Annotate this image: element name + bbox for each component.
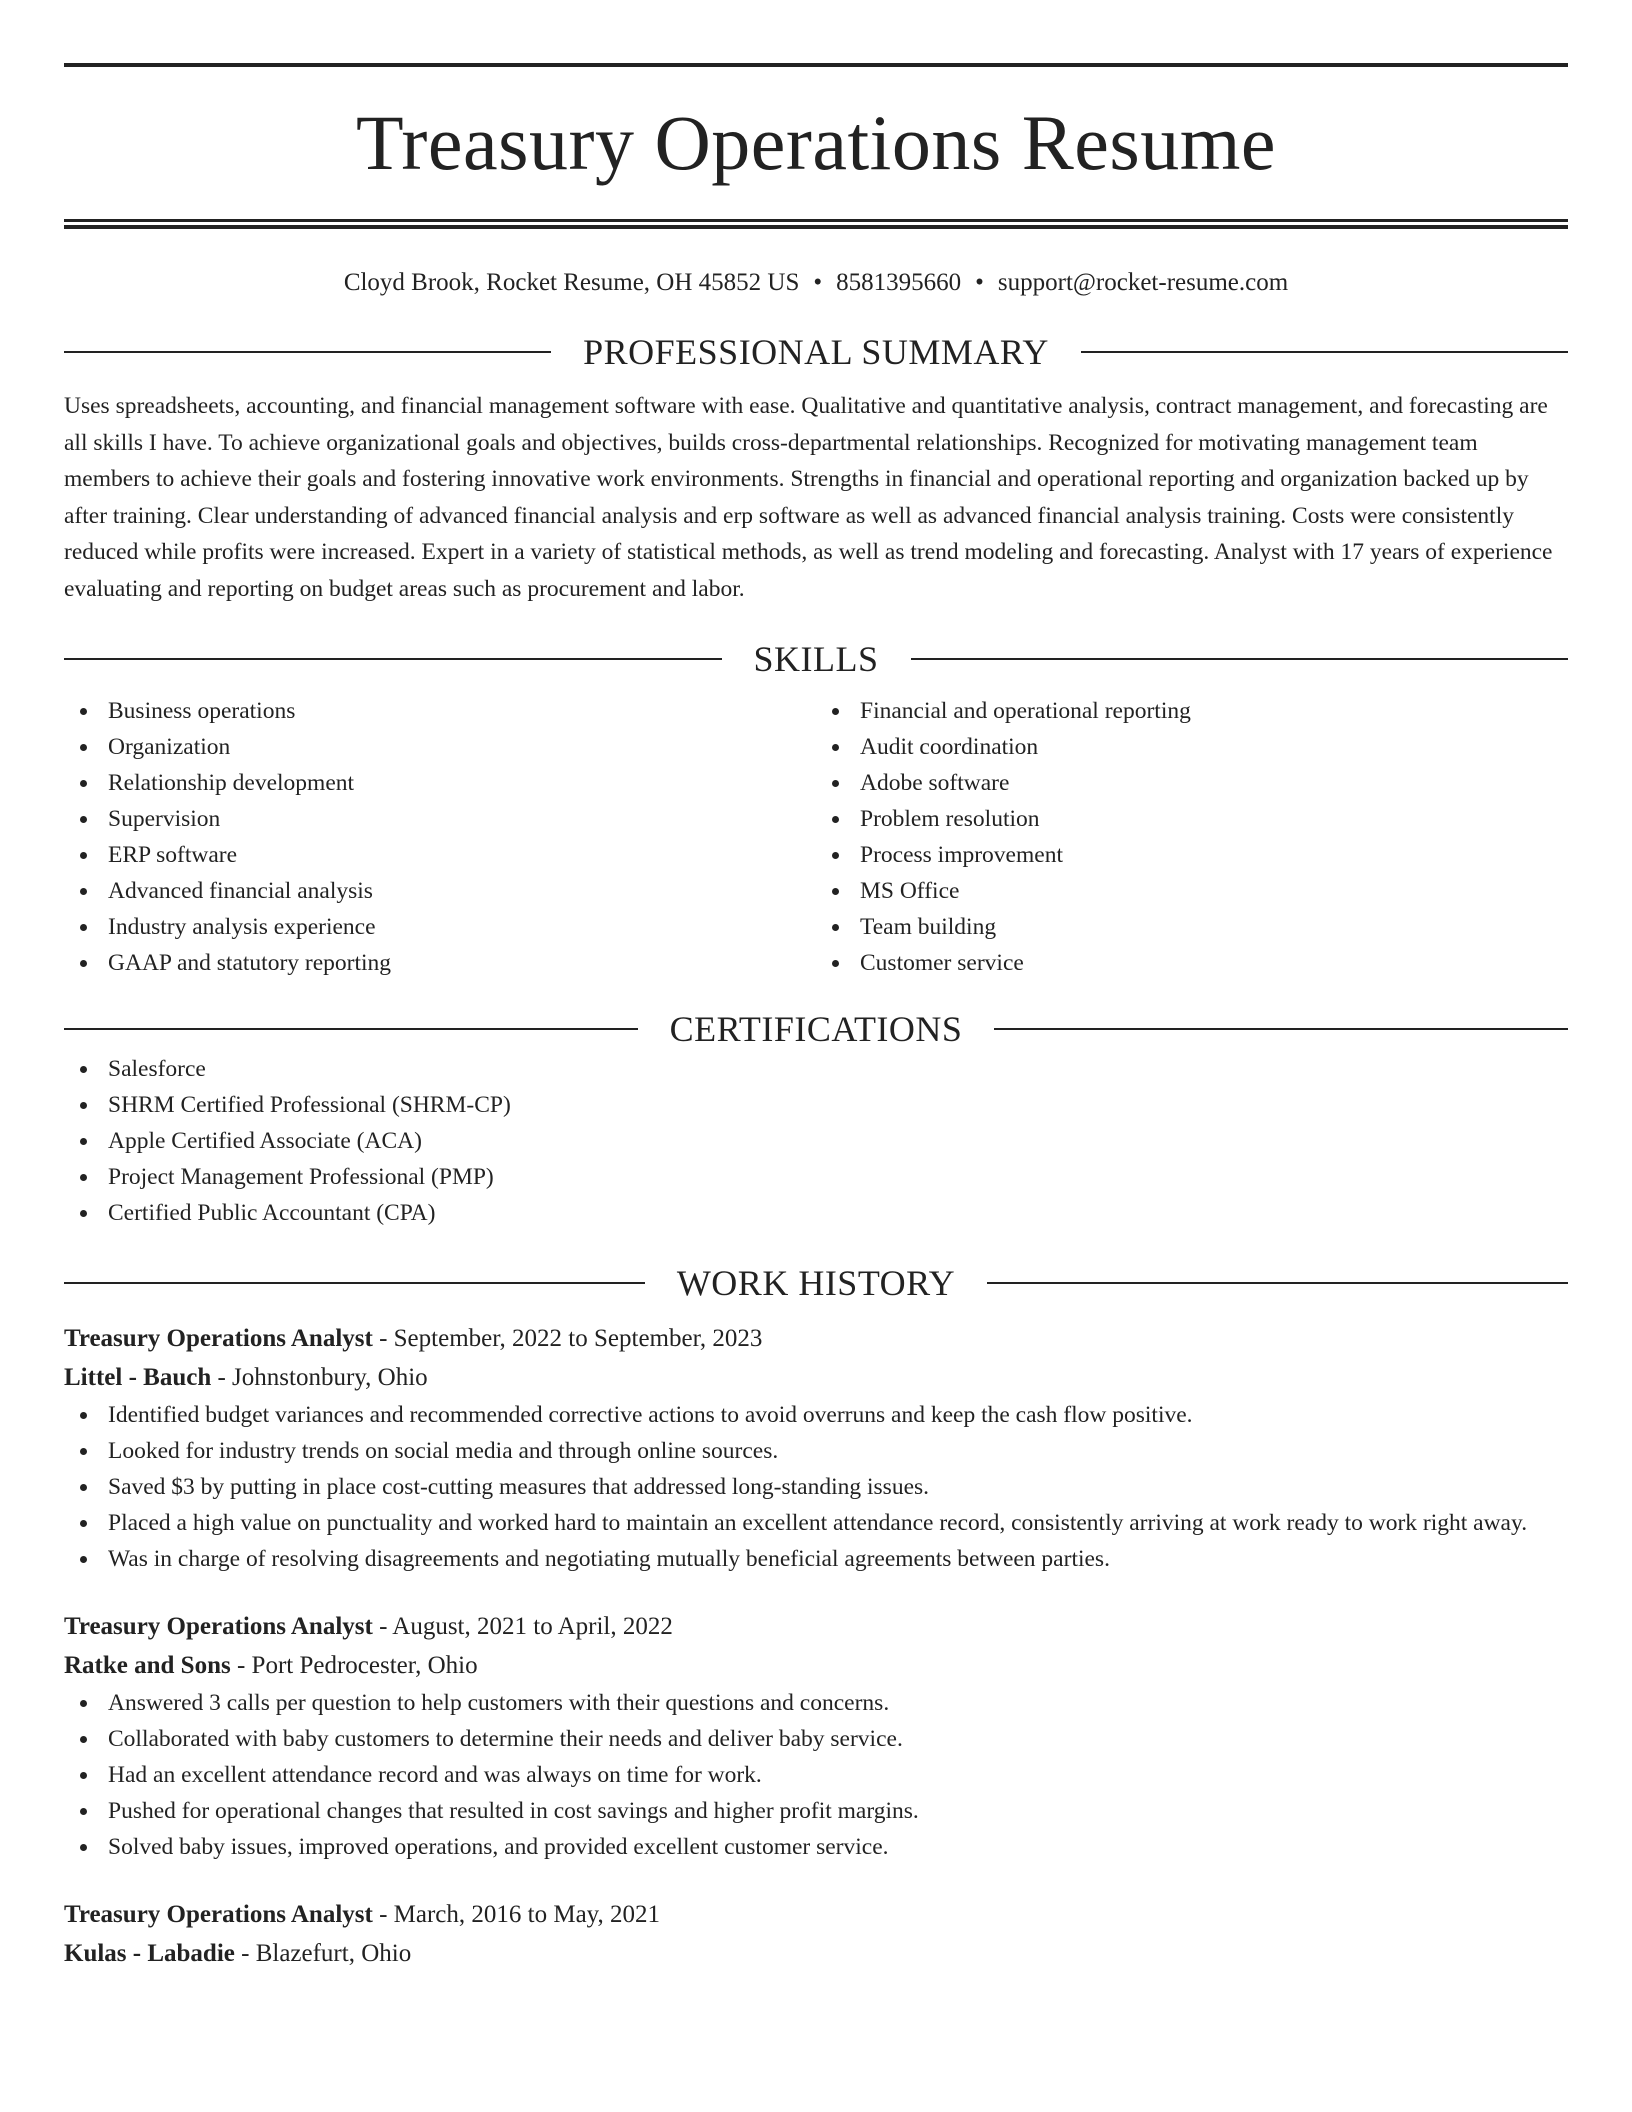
contact-separator: •: [813, 269, 823, 296]
page-title: Treasury Operations Resume: [356, 99, 1276, 186]
job-company-line: [64, 1646, 1568, 1685]
job-entry: [64, 1895, 1568, 1973]
job-location: - Port Pedrocester, Ohio: [230, 1652, 478, 1679]
certification-item: SHRM Certified Professional (SHRM-CP): [64, 1087, 1568, 1123]
job-bullet: Pushed for operational changes that resulted in cost savings and higher profit margins.: [64, 1793, 1568, 1829]
heading-rule: [994, 1028, 1568, 1030]
skill-item: Team building: [816, 909, 1568, 945]
skill-item: Process improvement: [816, 837, 1568, 873]
skill-item: Financial and operational reporting: [816, 693, 1568, 729]
skill-item: Supervision: [64, 801, 816, 837]
job-title: Treasury Operations Analyst: [64, 1325, 373, 1352]
contact-line: [64, 268, 1568, 298]
skills-list-left: [64, 693, 816, 981]
section-title: PROFESSIONAL SUMMARY: [583, 332, 1049, 372]
skill-item: Organization: [64, 729, 816, 765]
job-title: Treasury Operations Analyst: [64, 1901, 373, 1928]
skill-item: Relationship development: [64, 765, 816, 801]
job-bullet: Answered 3 calls per question to help customers with their questions and concerns.: [64, 1685, 1568, 1721]
job-location: - Johnstonbury, Ohio: [211, 1364, 428, 1391]
contact-separator: •: [975, 269, 984, 296]
skill-item: Industry analysis experience: [64, 909, 816, 945]
skill-item: Adobe software: [816, 765, 1568, 801]
section-heading-work-history: [64, 1261, 1568, 1305]
heading-rule: [64, 1282, 645, 1284]
job-bullets: [64, 1397, 1568, 1577]
skill-item: MS Office: [816, 873, 1568, 909]
skill-item: Advanced financial analysis: [64, 873, 816, 909]
section-heading-skills: [64, 637, 1568, 681]
job-dates: - September, 2022 to September, 2023: [372, 1325, 763, 1352]
title-double-rule: [64, 219, 1568, 229]
skills-grid: [64, 693, 1568, 981]
skill-item: GAAP and statutory reporting: [64, 945, 816, 981]
contact-phone: 8581395660: [836, 269, 962, 296]
heading-rule: [987, 1282, 1568, 1284]
job-location: - Blazefurt, Ohio: [234, 1940, 412, 1967]
job-company: Ratke and Sons: [64, 1652, 231, 1679]
job-company-line: [64, 1358, 1568, 1397]
certification-item: Project Management Professional (PMP): [64, 1159, 1568, 1195]
skill-item: Problem resolution: [816, 801, 1568, 837]
job-bullets: [64, 1685, 1568, 1865]
job-company: Littel - Bauch: [64, 1364, 212, 1391]
top-rule: [64, 63, 1568, 67]
skill-item: ERP software: [64, 837, 816, 873]
section-title: SKILLS: [753, 639, 879, 679]
job-dates: - August, 2021 to April, 2022: [372, 1613, 673, 1640]
section-title: CERTIFICATIONS: [669, 1009, 963, 1049]
contact-email: support@rocket-resume.com: [997, 269, 1289, 296]
job-bullet: Looked for industry trends on social media and through online sources.: [64, 1433, 1568, 1469]
skill-item: Customer service: [816, 945, 1568, 981]
job-title: Treasury Operations Analyst: [64, 1613, 373, 1640]
job-bullet: Saved $3 by putting in place cost-cutting measures that addressed long-standing issues.: [64, 1469, 1568, 1505]
job-dates: - March, 2016 to May, 2021: [372, 1901, 661, 1928]
job-title-line: [64, 1895, 1568, 1934]
job-title-line: [64, 1607, 1568, 1646]
heading-rule: [1081, 351, 1568, 353]
certifications-list: [64, 1051, 1568, 1231]
job-company: Kulas - Labadie: [64, 1940, 235, 1967]
summary-paragraph: Uses spreadsheets, accounting, and financial management software with ease. Qualitative and quantitative analysis, contract management, and forecasting are all skills I have. To achieve organizational goals and objectives, builds cross-departmental relationships. Recognized for motivating management team members to achieve their goals and fostering innovative work environments. Strengths in financial and operational reporting and organization backed up by after training. Clear understanding of advanced financial analysis and erp software as well as advanced financial analysis training. Costs were consistently reduced while profits were increased. Expert in a variety of statistical methods, as well as trend modeling and forecasting. Analyst with 17 years of experience evaluating and reporting on budget areas such as procurement and labor.: [64, 393, 1553, 602]
job-bullet: Solved baby issues, improved operations, and provided excellent customer service.: [64, 1829, 1568, 1865]
certification-item: Apple Certified Associate (ACA): [64, 1123, 1568, 1159]
job-bullet: Had an excellent attendance record and was always on time for work.: [64, 1757, 1568, 1793]
certification-item: Salesforce: [64, 1051, 1568, 1087]
job-company-line: [64, 1934, 1568, 1973]
job-bullet: Placed a high value on punctuality and worked hard to maintain an excellent attendance record, consistently arriving at work ready to work right away.: [64, 1505, 1568, 1541]
job-bullet: Was in charge of resolving disagreements and negotiating mutually beneficial agreements between parties.: [64, 1541, 1568, 1577]
skills-column-right: [816, 693, 1568, 981]
job-entry: [64, 1607, 1568, 1865]
heading-rule: [64, 658, 722, 660]
heading-rule: [64, 1028, 638, 1030]
section-title: WORK HISTORY: [676, 1263, 956, 1303]
skill-item: Audit coordination: [816, 729, 1568, 765]
work-history-list: [64, 1319, 1568, 1973]
skills-column-left: [64, 693, 816, 981]
skills-list-right: [816, 693, 1568, 981]
skill-item: Business operations: [64, 693, 816, 729]
section-heading-summary: [64, 330, 1568, 374]
section-heading-certifications: [64, 1007, 1568, 1051]
job-bullet: Identified budget variances and recommended corrective actions to avoid overruns and keep the cash flow positive.: [64, 1397, 1568, 1433]
job-entry: [64, 1319, 1568, 1577]
job-bullet: Collaborated with baby customers to determine their needs and deliver baby service.: [64, 1721, 1568, 1757]
heading-rule: [911, 658, 1569, 660]
contact-address: Cloyd Brook, Rocket Resume, OH 45852 US: [343, 269, 800, 296]
certification-item: Certified Public Accountant (CPA): [64, 1195, 1568, 1231]
heading-rule: [64, 351, 551, 353]
job-title-line: [64, 1319, 1568, 1358]
